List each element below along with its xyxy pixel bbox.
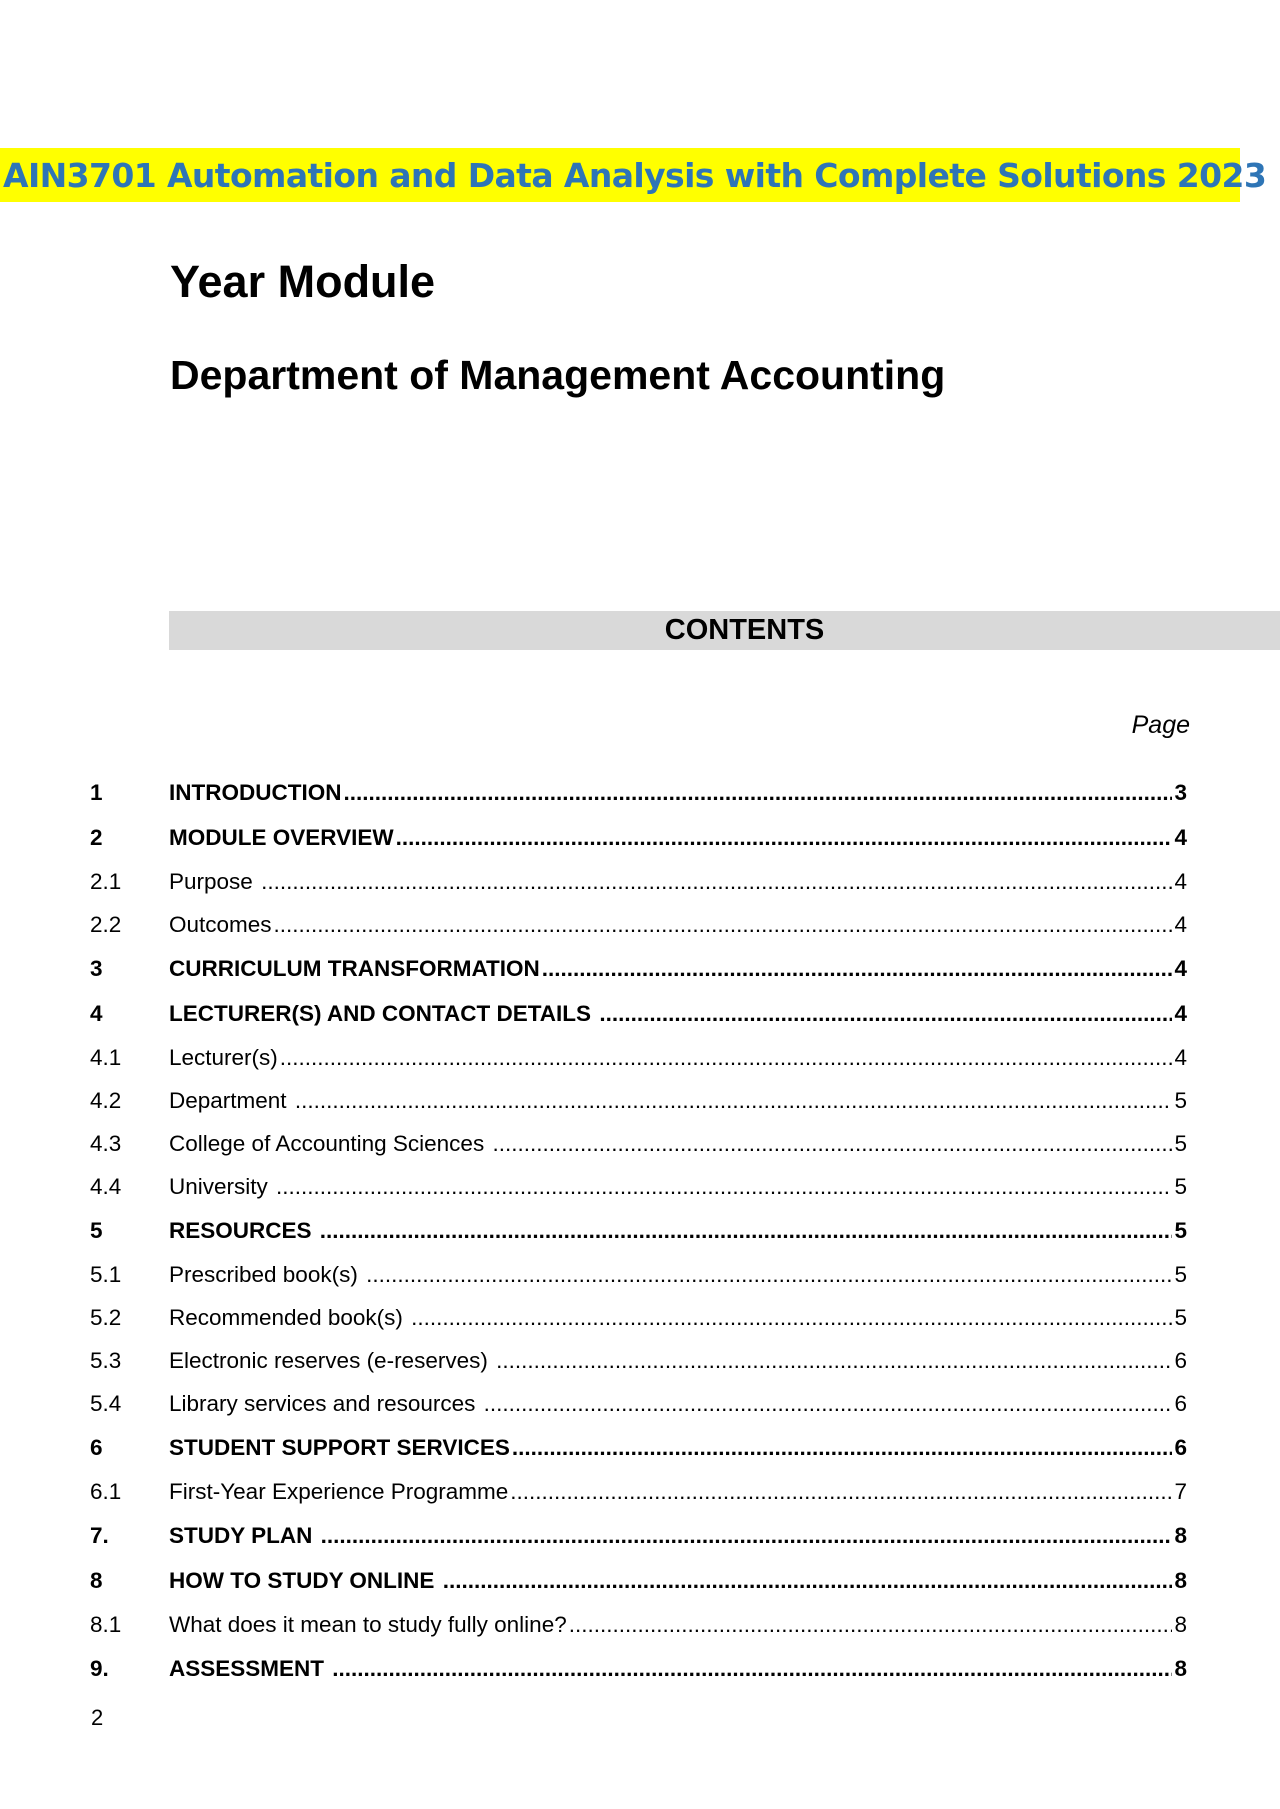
toc-entry-title: RESOURCES bbox=[169, 1218, 318, 1243]
toc-dot-leader bbox=[443, 1558, 1173, 1603]
contents-heading: CONTENTS bbox=[664, 614, 825, 646]
toc-entry-page: 6 bbox=[1174, 1391, 1187, 1416]
toc-entry-number: 6.1 bbox=[90, 1479, 122, 1504]
toc-dot-leader bbox=[280, 1036, 1173, 1079]
footer-page-number: 2 bbox=[91, 1705, 104, 1730]
toc-entry-number: 1 bbox=[90, 780, 103, 805]
toc-entry-title: Library services and resources bbox=[169, 1391, 482, 1416]
toc-entry[interactable] bbox=[90, 1296, 1187, 1339]
toc-dot-leader bbox=[344, 770, 1173, 815]
toc-entry-page: 6 bbox=[1174, 1348, 1187, 1373]
toc-entry-page: 5 bbox=[1174, 1262, 1187, 1287]
toc-dot-leader bbox=[295, 1079, 1173, 1122]
toc-dot-leader bbox=[276, 1165, 1172, 1208]
toc-dot-leader bbox=[411, 1296, 1172, 1339]
toc-entry-title: Lecturer(s) bbox=[169, 1045, 278, 1070]
toc-entry[interactable] bbox=[90, 1558, 1187, 1603]
toc-dot-leader bbox=[396, 815, 1173, 860]
toc-entry-page: 8 bbox=[1174, 1612, 1187, 1637]
toc-dot-leader bbox=[484, 1382, 1173, 1425]
toc-dot-leader bbox=[320, 1208, 1173, 1253]
toc-entry-number: 2.2 bbox=[90, 912, 122, 937]
toc-entry[interactable] bbox=[90, 1382, 1187, 1425]
toc-entry[interactable] bbox=[90, 860, 1187, 903]
toc-entry-number: 5.4 bbox=[90, 1391, 122, 1416]
toc-entry-title: STUDENT SUPPORT SERVICES bbox=[169, 1435, 510, 1460]
toc-dot-leader bbox=[569, 1603, 1173, 1646]
toc-entry-number: 5.1 bbox=[90, 1262, 122, 1287]
toc-entry[interactable] bbox=[90, 815, 1187, 860]
toc-entry[interactable] bbox=[90, 991, 1187, 1036]
toc-entry-page: 8 bbox=[1174, 1568, 1187, 1593]
toc-entry-title: University bbox=[169, 1174, 275, 1199]
toc-entry-page: 8 bbox=[1174, 1523, 1187, 1548]
toc-entry-number: 5.2 bbox=[90, 1305, 122, 1330]
toc-entry-title: Purpose bbox=[169, 869, 260, 894]
page-column-label: Page bbox=[1131, 711, 1190, 739]
toc-dot-leader bbox=[366, 1253, 1172, 1296]
toc-entry-page: 3 bbox=[1174, 780, 1187, 805]
toc-entry-number: 5 bbox=[90, 1218, 103, 1243]
toc-entry-title: Recommended book(s) bbox=[169, 1305, 410, 1330]
toc-entry-title: Department bbox=[169, 1088, 293, 1113]
toc-entry-number: 2.1 bbox=[90, 869, 122, 894]
toc-entry[interactable] bbox=[90, 1036, 1187, 1079]
toc-dot-leader bbox=[599, 991, 1172, 1036]
toc-entry-title: Electronic reserves (e-reserves) bbox=[169, 1348, 495, 1373]
toc-dot-leader bbox=[261, 860, 1172, 903]
toc-entry-number: 7. bbox=[90, 1523, 109, 1548]
toc-entry-title: What does it mean to study fully online? bbox=[169, 1612, 567, 1637]
toc-dot-leader bbox=[496, 1339, 1172, 1382]
contents-header-bar bbox=[169, 611, 1280, 650]
toc-dot-leader bbox=[512, 1425, 1173, 1470]
toc-entry[interactable] bbox=[90, 1425, 1187, 1470]
toc-dot-leader bbox=[542, 946, 1173, 991]
toc-entry-number: 6 bbox=[90, 1435, 103, 1460]
toc-entry[interactable] bbox=[90, 1603, 1187, 1646]
toc-entry[interactable] bbox=[90, 1208, 1187, 1253]
toc-entry-number: 2 bbox=[90, 825, 103, 850]
toc-entry-page: 5 bbox=[1174, 1305, 1187, 1330]
toc-entry-page: 5 bbox=[1174, 1174, 1187, 1199]
toc-entry[interactable] bbox=[90, 1253, 1187, 1296]
toc-entry-title: First-Year Experience Programme bbox=[169, 1479, 509, 1504]
toc-entry-title: MODULE OVERVIEW bbox=[169, 825, 394, 850]
toc-entry-page: 5 bbox=[1174, 1131, 1187, 1156]
toc-entry-number: 9. bbox=[90, 1656, 109, 1681]
toc-entry-title: LECTURER(S) AND CONTACT DETAILS bbox=[169, 1001, 598, 1026]
document-title-banner bbox=[0, 148, 1267, 202]
toc-entry-page: 4 bbox=[1174, 912, 1187, 937]
toc-entry-title: HOW TO STUDY ONLINE bbox=[169, 1568, 441, 1593]
toc-entry[interactable] bbox=[90, 770, 1187, 815]
toc-entry-number: 5.3 bbox=[90, 1348, 122, 1373]
toc-entry-title: STUDY PLAN bbox=[169, 1523, 319, 1548]
table-of-contents bbox=[90, 770, 1187, 1691]
toc-dot-leader bbox=[510, 1470, 1172, 1513]
toc-dot-leader bbox=[332, 1646, 1172, 1691]
toc-entry-page: 7 bbox=[1174, 1479, 1187, 1504]
toc-entry-page: 4 bbox=[1174, 825, 1187, 850]
toc-entry-title: CURRICULUM TRANSFORMATION bbox=[169, 956, 540, 981]
toc-entry-title: INTRODUCTION bbox=[169, 780, 342, 805]
toc-entry[interactable] bbox=[90, 1470, 1187, 1513]
department-heading: Department of Management Accounting bbox=[170, 352, 946, 398]
toc-entry[interactable] bbox=[90, 903, 1187, 946]
toc-entry-page: 5 bbox=[1174, 1088, 1187, 1113]
toc-entry-number: 4.1 bbox=[90, 1045, 122, 1070]
toc-entry-page: 8 bbox=[1174, 1656, 1187, 1681]
toc-entry[interactable] bbox=[90, 1339, 1187, 1382]
toc-entry-page: 5 bbox=[1174, 1218, 1187, 1243]
toc-entry-number: 3 bbox=[90, 956, 103, 981]
toc-entry-title: ASSESSMENT bbox=[169, 1656, 331, 1681]
document-title: AIN3701 Automation and Data Analysis with Complete Solutions 2023 bbox=[3, 155, 1267, 195]
toc-dot-leader bbox=[492, 1122, 1172, 1165]
toc-entry-page: 4 bbox=[1174, 869, 1187, 894]
toc-entry-number: 4.2 bbox=[90, 1088, 122, 1113]
toc-entry-number: 4.4 bbox=[90, 1174, 122, 1199]
toc-entry-number: 4.3 bbox=[90, 1131, 122, 1156]
toc-entry[interactable] bbox=[90, 1122, 1187, 1165]
toc-entry-page: 4 bbox=[1174, 1001, 1187, 1026]
toc-entry[interactable] bbox=[90, 1165, 1187, 1208]
year-module-heading: Year Module bbox=[170, 256, 436, 307]
toc-entry[interactable] bbox=[90, 1646, 1187, 1691]
toc-entry[interactable] bbox=[90, 1513, 1187, 1558]
toc-entry-number: 4 bbox=[90, 1001, 103, 1026]
toc-entry-number: 8 bbox=[90, 1568, 103, 1593]
toc-entry-page: 6 bbox=[1174, 1435, 1187, 1460]
toc-entry-number: 8.1 bbox=[90, 1612, 122, 1637]
toc-entry-title: Prescribed book(s) bbox=[169, 1262, 365, 1287]
toc-entry[interactable] bbox=[90, 946, 1187, 991]
toc-dot-leader bbox=[321, 1513, 1173, 1558]
toc-entry-page: 4 bbox=[1174, 956, 1187, 981]
toc-entry[interactable] bbox=[90, 1079, 1187, 1122]
toc-entry-page: 4 bbox=[1174, 1045, 1187, 1070]
toc-entry-title: Outcomes bbox=[169, 912, 272, 937]
toc-entry-title: College of Accounting Sciences bbox=[169, 1131, 491, 1156]
toc-dot-leader bbox=[274, 903, 1173, 946]
